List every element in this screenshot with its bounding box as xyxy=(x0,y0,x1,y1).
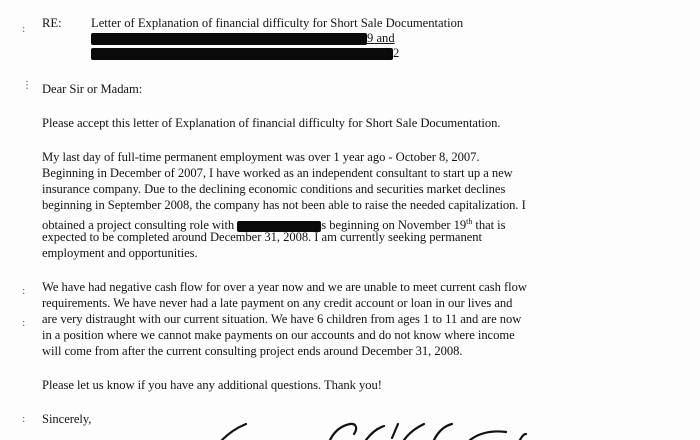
re-line-2-end: 9 and xyxy=(367,31,395,45)
para2-line: in a position where we cannot make payments on our accounts and do not know where income xyxy=(42,328,515,342)
para2-line: will come from after the current consulting project ends around December 31, 2008. xyxy=(42,344,463,358)
para1-line: My last day of full-time permanent employment was over 1 year ago - October 8, 2007. xyxy=(42,150,480,164)
margin-mark: : xyxy=(22,414,26,425)
margin-mark: : xyxy=(22,24,26,35)
para1-line5-sup: th xyxy=(466,217,473,226)
para1-line: employment and opportunities. xyxy=(42,246,198,260)
para1-line5-end: that is xyxy=(472,218,506,233)
para2-line: are very distraught with our current situation. We have 6 children from ages 1 to 11 and are now xyxy=(42,312,522,326)
para2-line: requirements. We have never had a late payment on any credit account or loan in our lives and xyxy=(42,296,513,310)
para1-line: beginning in September 2008, the company has not been able to raise the needed capitalization. I xyxy=(42,198,526,212)
re-label: RE: xyxy=(42,16,62,30)
signoff: Sincerely, xyxy=(42,412,92,426)
para1-line: expected to be completed around December 31, 2008. I am currently seeking permanent xyxy=(42,230,482,244)
intro-paragraph: Please accept this letter of Explanation of financial difficulty for Short Sale Documentation. xyxy=(42,116,501,130)
para2-line: We have had negative cash flow for over a year now and we are unable to meet current cash flow xyxy=(42,280,527,294)
margin-mark: : xyxy=(22,286,26,297)
margin-mark: : xyxy=(22,318,26,329)
salutation: Dear Sir or Madam: xyxy=(42,82,143,96)
margin-mark: ⋮ xyxy=(22,80,32,91)
closing-request: Please let us know if you have any additional questions. Thank you! xyxy=(42,378,382,392)
para1-line: insurance company. Due to the declining economic conditions and securities market declines xyxy=(42,182,506,196)
para1-line: Beginning in December of 2007, I have worked as an independent consultant to start up a new xyxy=(42,166,513,180)
re-subject: Letter of Explanation of financial difficulty for Short Sale Documentation xyxy=(91,16,464,30)
re-line-3-end: 2 xyxy=(393,46,400,60)
para1-line5-start: obtained a project consulting role with xyxy=(42,218,235,233)
para1-line5-mid: s beginning on November 19 xyxy=(321,218,467,233)
